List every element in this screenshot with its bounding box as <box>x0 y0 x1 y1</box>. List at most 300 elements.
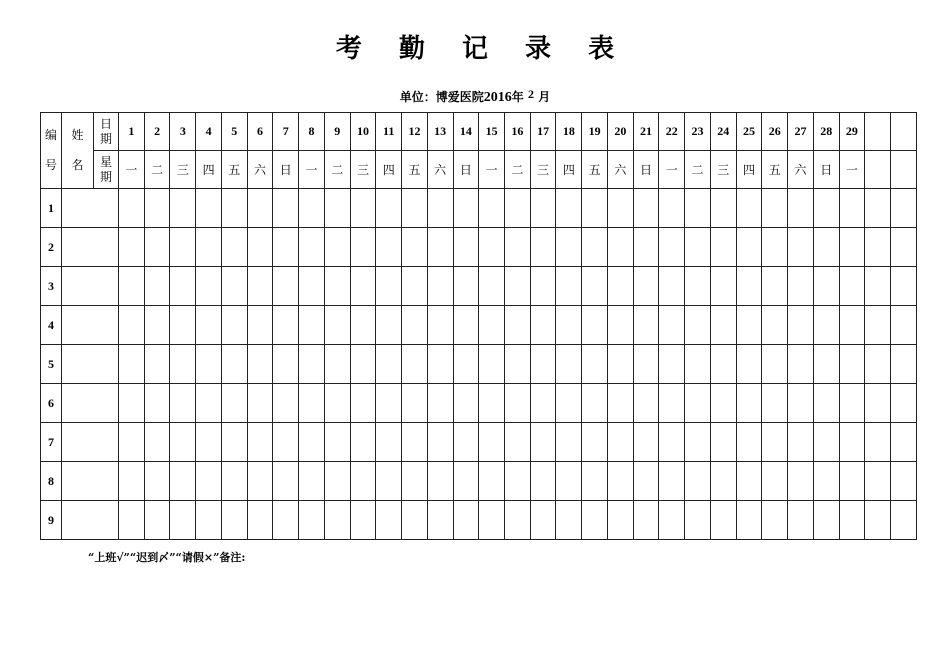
attendance-cell[interactable] <box>196 228 222 267</box>
attendance-cell[interactable] <box>762 501 788 540</box>
attendance-cell[interactable] <box>659 501 685 540</box>
attendance-cell[interactable] <box>736 189 762 228</box>
name-cell[interactable] <box>62 423 119 462</box>
attendance-cell[interactable] <box>633 501 659 540</box>
attendance-cell[interactable] <box>607 267 633 306</box>
attendance-cell[interactable] <box>736 384 762 423</box>
attendance-cell[interactable] <box>582 501 608 540</box>
attendance-cell[interactable] <box>788 228 814 267</box>
attendance-cell[interactable] <box>221 384 247 423</box>
attendance-cell[interactable] <box>273 384 299 423</box>
attendance-cell[interactable] <box>710 345 736 384</box>
attendance-cell[interactable] <box>170 462 196 501</box>
attendance-cell[interactable] <box>505 228 531 267</box>
attendance-cell[interactable] <box>659 189 685 228</box>
name-cell[interactable] <box>62 384 119 423</box>
attendance-cell[interactable] <box>119 501 145 540</box>
attendance-cell[interactable] <box>170 501 196 540</box>
attendance-cell[interactable] <box>196 345 222 384</box>
attendance-cell[interactable] <box>273 228 299 267</box>
attendance-cell[interactable] <box>607 501 633 540</box>
name-cell[interactable] <box>62 267 119 306</box>
attendance-cell[interactable] <box>170 306 196 345</box>
attendance-cell[interactable] <box>685 189 711 228</box>
attendance-cell[interactable] <box>350 189 376 228</box>
attendance-cell[interactable] <box>788 189 814 228</box>
attendance-cell[interactable] <box>505 189 531 228</box>
attendance-cell[interactable] <box>453 345 479 384</box>
attendance-cell[interactable] <box>582 306 608 345</box>
attendance-cell[interactable] <box>376 345 402 384</box>
attendance-cell[interactable] <box>324 462 350 501</box>
attendance-cell[interactable] <box>119 228 145 267</box>
attendance-cell[interactable] <box>659 267 685 306</box>
attendance-cell[interactable] <box>839 462 865 501</box>
attendance-cell[interactable] <box>607 228 633 267</box>
name-cell[interactable] <box>62 462 119 501</box>
attendance-cell[interactable] <box>839 501 865 540</box>
attendance-cell[interactable] <box>865 306 891 345</box>
attendance-cell[interactable] <box>402 267 428 306</box>
attendance-cell[interactable] <box>479 423 505 462</box>
attendance-cell[interactable] <box>324 228 350 267</box>
attendance-cell[interactable] <box>196 189 222 228</box>
attendance-cell[interactable] <box>633 267 659 306</box>
attendance-cell[interactable] <box>736 267 762 306</box>
name-cell[interactable] <box>62 189 119 228</box>
attendance-cell[interactable] <box>299 228 325 267</box>
attendance-cell[interactable] <box>891 228 917 267</box>
attendance-cell[interactable] <box>659 345 685 384</box>
attendance-cell[interactable] <box>324 267 350 306</box>
attendance-cell[interactable] <box>556 267 582 306</box>
attendance-cell[interactable] <box>144 228 170 267</box>
attendance-cell[interactable] <box>710 384 736 423</box>
attendance-cell[interactable] <box>247 267 273 306</box>
weekday-cell: 三 <box>170 151 196 189</box>
attendance-cell[interactable] <box>221 501 247 540</box>
attendance-cell[interactable] <box>247 501 273 540</box>
attendance-cell[interactable] <box>247 345 273 384</box>
attendance-cell[interactable] <box>144 267 170 306</box>
attendance-cell[interactable] <box>247 228 273 267</box>
name-cell[interactable] <box>62 501 119 540</box>
attendance-cell[interactable] <box>376 306 402 345</box>
attendance-cell[interactable] <box>685 267 711 306</box>
attendance-cell[interactable] <box>299 306 325 345</box>
attendance-cell[interactable] <box>659 462 685 501</box>
attendance-cell[interactable] <box>710 462 736 501</box>
attendance-cell[interactable] <box>865 384 891 423</box>
attendance-cell[interactable] <box>273 345 299 384</box>
attendance-cell[interactable] <box>350 462 376 501</box>
attendance-cell[interactable] <box>710 189 736 228</box>
attendance-cell[interactable] <box>633 423 659 462</box>
attendance-cell[interactable] <box>453 228 479 267</box>
attendance-cell[interactable] <box>402 306 428 345</box>
attendance-cell[interactable] <box>376 267 402 306</box>
attendance-cell[interactable] <box>273 501 299 540</box>
attendance-cell[interactable] <box>891 423 917 462</box>
attendance-cell[interactable] <box>273 306 299 345</box>
attendance-cell[interactable] <box>556 189 582 228</box>
attendance-cell[interactable] <box>427 189 453 228</box>
attendance-cell[interactable] <box>685 345 711 384</box>
attendance-cell[interactable] <box>530 228 556 267</box>
attendance-cell[interactable] <box>479 501 505 540</box>
attendance-cell[interactable] <box>170 189 196 228</box>
attendance-cell[interactable] <box>839 267 865 306</box>
attendance-cell[interactable] <box>710 501 736 540</box>
attendance-cell[interactable] <box>119 423 145 462</box>
attendance-cell[interactable] <box>324 423 350 462</box>
attendance-cell[interactable] <box>582 462 608 501</box>
day-number-cell: 9 <box>324 113 350 151</box>
attendance-cell[interactable] <box>788 384 814 423</box>
attendance-cell[interactable] <box>556 423 582 462</box>
attendance-cell[interactable] <box>530 423 556 462</box>
attendance-cell[interactable] <box>710 306 736 345</box>
attendance-cell[interactable] <box>582 423 608 462</box>
attendance-cell[interactable] <box>891 189 917 228</box>
attendance-cell[interactable] <box>505 501 531 540</box>
attendance-cell[interactable] <box>633 189 659 228</box>
attendance-cell[interactable] <box>453 384 479 423</box>
attendance-cell[interactable] <box>891 306 917 345</box>
attendance-cell[interactable] <box>299 462 325 501</box>
attendance-cell[interactable] <box>402 501 428 540</box>
attendance-cell[interactable] <box>530 267 556 306</box>
attendance-cell[interactable] <box>324 345 350 384</box>
attendance-cell[interactable] <box>299 267 325 306</box>
attendance-cell[interactable] <box>273 267 299 306</box>
attendance-cell[interactable] <box>144 306 170 345</box>
attendance-cell[interactable] <box>762 423 788 462</box>
attendance-cell[interactable] <box>813 501 839 540</box>
attendance-cell[interactable] <box>119 267 145 306</box>
attendance-cell[interactable] <box>350 267 376 306</box>
attendance-cell[interactable] <box>196 306 222 345</box>
attendance-cell[interactable] <box>196 462 222 501</box>
attendance-cell[interactable] <box>119 189 145 228</box>
attendance-cell[interactable] <box>582 189 608 228</box>
attendance-cell[interactable] <box>402 423 428 462</box>
attendance-cell[interactable] <box>685 501 711 540</box>
attendance-cell[interactable] <box>479 384 505 423</box>
attendance-cell[interactable] <box>273 462 299 501</box>
attendance-cell[interactable] <box>839 384 865 423</box>
attendance-cell[interactable] <box>762 306 788 345</box>
attendance-cell[interactable] <box>556 345 582 384</box>
attendance-cell[interactable] <box>427 384 453 423</box>
attendance-cell[interactable] <box>376 462 402 501</box>
attendance-cell[interactable] <box>196 267 222 306</box>
attendance-cell[interactable] <box>813 462 839 501</box>
attendance-cell[interactable] <box>530 345 556 384</box>
attendance-cell[interactable] <box>479 462 505 501</box>
attendance-cell[interactable] <box>788 267 814 306</box>
name-cell[interactable] <box>62 228 119 267</box>
attendance-cell[interactable] <box>556 384 582 423</box>
attendance-cell[interactable] <box>865 462 891 501</box>
attendance-cell[interactable] <box>479 228 505 267</box>
attendance-cell[interactable] <box>247 462 273 501</box>
attendance-cell[interactable] <box>891 384 917 423</box>
attendance-cell[interactable] <box>324 189 350 228</box>
attendance-cell[interactable] <box>788 462 814 501</box>
attendance-cell[interactable] <box>530 189 556 228</box>
attendance-cell[interactable] <box>736 345 762 384</box>
attendance-cell[interactable] <box>221 306 247 345</box>
attendance-cell[interactable] <box>453 423 479 462</box>
attendance-cell[interactable] <box>788 345 814 384</box>
attendance-cell[interactable] <box>582 228 608 267</box>
attendance-cell[interactable] <box>633 228 659 267</box>
attendance-cell[interactable] <box>659 228 685 267</box>
attendance-cell[interactable] <box>685 306 711 345</box>
attendance-cell[interactable] <box>865 189 891 228</box>
attendance-cell[interactable] <box>633 384 659 423</box>
attendance-cell[interactable] <box>659 423 685 462</box>
attendance-cell[interactable] <box>376 423 402 462</box>
attendance-cell[interactable] <box>736 228 762 267</box>
attendance-cell[interactable] <box>479 267 505 306</box>
attendance-cell[interactable] <box>659 384 685 423</box>
attendance-cell[interactable] <box>839 423 865 462</box>
attendance-cell[interactable] <box>119 345 145 384</box>
attendance-cell[interactable] <box>324 306 350 345</box>
attendance-cell[interactable] <box>736 501 762 540</box>
attendance-cell[interactable] <box>710 267 736 306</box>
attendance-cell[interactable] <box>530 501 556 540</box>
attendance-cell[interactable] <box>736 462 762 501</box>
weekday-cell: 四 <box>556 151 582 189</box>
attendance-cell[interactable] <box>685 384 711 423</box>
weekday-cell: 三 <box>710 151 736 189</box>
attendance-cell[interactable] <box>865 501 891 540</box>
attendance-cell[interactable] <box>788 306 814 345</box>
attendance-cell[interactable] <box>170 228 196 267</box>
attendance-cell[interactable] <box>865 423 891 462</box>
attendance-cell[interactable] <box>427 462 453 501</box>
attendance-cell[interactable] <box>839 189 865 228</box>
attendance-cell[interactable] <box>170 267 196 306</box>
day-number-cell: 21 <box>633 113 659 151</box>
attendance-cell[interactable] <box>762 189 788 228</box>
attendance-cell[interactable] <box>685 462 711 501</box>
attendance-cell[interactable] <box>324 501 350 540</box>
attendance-cell[interactable] <box>299 501 325 540</box>
attendance-cell[interactable] <box>710 423 736 462</box>
attendance-cell[interactable] <box>402 345 428 384</box>
attendance-cell[interactable] <box>891 345 917 384</box>
attendance-cell[interactable] <box>196 501 222 540</box>
attendance-cell[interactable] <box>376 189 402 228</box>
attendance-cell[interactable] <box>119 384 145 423</box>
attendance-cell[interactable] <box>221 267 247 306</box>
attendance-cell[interactable] <box>196 384 222 423</box>
attendance-cell[interactable] <box>427 423 453 462</box>
attendance-cell[interactable] <box>221 228 247 267</box>
attendance-cell[interactable] <box>505 267 531 306</box>
attendance-cell[interactable] <box>453 306 479 345</box>
attendance-cell[interactable] <box>479 189 505 228</box>
attendance-cell[interactable] <box>813 384 839 423</box>
day-number-cell: 19 <box>582 113 608 151</box>
attendance-cell[interactable] <box>685 423 711 462</box>
attendance-cell[interactable] <box>505 384 531 423</box>
attendance-cell[interactable] <box>247 189 273 228</box>
attendance-cell[interactable] <box>144 189 170 228</box>
attendance-cell[interactable] <box>299 423 325 462</box>
attendance-cell[interactable] <box>813 423 839 462</box>
attendance-cell[interactable] <box>530 462 556 501</box>
attendance-cell[interactable] <box>813 306 839 345</box>
attendance-cell[interactable] <box>788 423 814 462</box>
attendance-cell[interactable] <box>273 189 299 228</box>
attendance-cell[interactable] <box>505 423 531 462</box>
day-number-cell <box>865 113 891 151</box>
attendance-cell[interactable] <box>762 228 788 267</box>
attendance-cell[interactable] <box>299 189 325 228</box>
attendance-cell[interactable] <box>247 384 273 423</box>
attendance-cell[interactable] <box>891 267 917 306</box>
attendance-cell[interactable] <box>427 228 453 267</box>
attendance-cell[interactable] <box>170 423 196 462</box>
attendance-cell[interactable] <box>685 228 711 267</box>
attendance-cell[interactable] <box>402 384 428 423</box>
attendance-cell[interactable] <box>402 189 428 228</box>
attendance-cell[interactable] <box>170 345 196 384</box>
day-number-cell: 27 <box>788 113 814 151</box>
attendance-cell[interactable] <box>299 345 325 384</box>
attendance-cell[interactable] <box>350 345 376 384</box>
attendance-cell[interactable] <box>813 345 839 384</box>
attendance-cell[interactable] <box>453 267 479 306</box>
attendance-cell[interactable] <box>453 189 479 228</box>
attendance-cell[interactable] <box>891 501 917 540</box>
attendance-cell[interactable] <box>556 501 582 540</box>
attendance-cell[interactable] <box>556 462 582 501</box>
attendance-cell[interactable] <box>865 228 891 267</box>
attendance-cell[interactable] <box>350 501 376 540</box>
attendance-cell[interactable] <box>350 306 376 345</box>
attendance-cell[interactable] <box>582 345 608 384</box>
attendance-cell[interactable] <box>144 423 170 462</box>
attendance-cell[interactable] <box>607 423 633 462</box>
attendance-cell[interactable] <box>376 501 402 540</box>
attendance-cell[interactable] <box>479 345 505 384</box>
attendance-cell[interactable] <box>839 345 865 384</box>
attendance-cell[interactable] <box>607 384 633 423</box>
attendance-cell[interactable] <box>144 345 170 384</box>
attendance-cell[interactable] <box>427 345 453 384</box>
attendance-cell[interactable] <box>350 423 376 462</box>
attendance-cell[interactable] <box>607 189 633 228</box>
attendance-cell[interactable] <box>350 384 376 423</box>
attendance-cell[interactable] <box>170 384 196 423</box>
attendance-cell[interactable] <box>891 462 917 501</box>
attendance-cell[interactable] <box>479 306 505 345</box>
attendance-cell[interactable] <box>247 306 273 345</box>
attendance-cell[interactable] <box>607 306 633 345</box>
attendance-cell[interactable] <box>324 384 350 423</box>
attendance-cell[interactable] <box>530 384 556 423</box>
attendance-cell[interactable] <box>762 462 788 501</box>
attendance-cell[interactable] <box>350 228 376 267</box>
attendance-cell[interactable] <box>144 501 170 540</box>
attendance-cell[interactable] <box>221 345 247 384</box>
attendance-cell[interactable] <box>813 189 839 228</box>
attendance-cell[interactable] <box>659 306 685 345</box>
attendance-cell[interactable] <box>221 462 247 501</box>
attendance-cell[interactable] <box>299 384 325 423</box>
attendance-cell[interactable] <box>813 228 839 267</box>
attendance-cell[interactable] <box>556 228 582 267</box>
attendance-cell[interactable] <box>865 267 891 306</box>
attendance-cell[interactable] <box>762 345 788 384</box>
attendance-cell[interactable] <box>505 345 531 384</box>
attendance-cell[interactable] <box>865 345 891 384</box>
attendance-cell[interactable] <box>221 423 247 462</box>
attendance-cell[interactable] <box>427 267 453 306</box>
attendance-cell[interactable] <box>273 423 299 462</box>
attendance-cell[interactable] <box>427 306 453 345</box>
attendance-cell[interactable] <box>144 384 170 423</box>
attendance-cell[interactable] <box>247 423 273 462</box>
attendance-cell[interactable] <box>582 384 608 423</box>
attendance-cell[interactable] <box>530 306 556 345</box>
attendance-cell[interactable] <box>556 306 582 345</box>
attendance-cell[interactable] <box>633 306 659 345</box>
attendance-cell[interactable] <box>839 228 865 267</box>
attendance-cell[interactable] <box>453 462 479 501</box>
day-number-cell: 14 <box>453 113 479 151</box>
attendance-cell[interactable] <box>119 462 145 501</box>
attendance-cell[interactable] <box>402 228 428 267</box>
attendance-cell[interactable] <box>633 462 659 501</box>
attendance-cell[interactable] <box>607 462 633 501</box>
attendance-cell[interactable] <box>633 345 659 384</box>
attendance-cell[interactable] <box>736 423 762 462</box>
attendance-cell[interactable] <box>762 384 788 423</box>
attendance-cell[interactable] <box>376 228 402 267</box>
attendance-cell[interactable] <box>762 267 788 306</box>
attendance-cell[interactable] <box>196 423 222 462</box>
attendance-cell[interactable] <box>607 345 633 384</box>
attendance-cell[interactable] <box>839 306 865 345</box>
table-row <box>41 189 917 228</box>
row-number: 1 <box>41 189 62 228</box>
name-cell[interactable] <box>62 345 119 384</box>
attendance-cell[interactable] <box>402 462 428 501</box>
attendance-cell[interactable] <box>505 306 531 345</box>
attendance-cell[interactable] <box>119 306 145 345</box>
attendance-cell[interactable] <box>144 462 170 501</box>
attendance-cell[interactable] <box>453 501 479 540</box>
attendance-cell[interactable] <box>710 228 736 267</box>
attendance-cell[interactable] <box>736 306 762 345</box>
attendance-cell[interactable] <box>505 462 531 501</box>
name-cell[interactable] <box>62 306 119 345</box>
attendance-cell[interactable] <box>376 384 402 423</box>
attendance-cell[interactable] <box>221 189 247 228</box>
attendance-cell[interactable] <box>582 267 608 306</box>
attendance-cell[interactable] <box>427 501 453 540</box>
attendance-cell[interactable] <box>788 501 814 540</box>
attendance-cell[interactable] <box>813 267 839 306</box>
weekday-cell <box>865 151 891 189</box>
